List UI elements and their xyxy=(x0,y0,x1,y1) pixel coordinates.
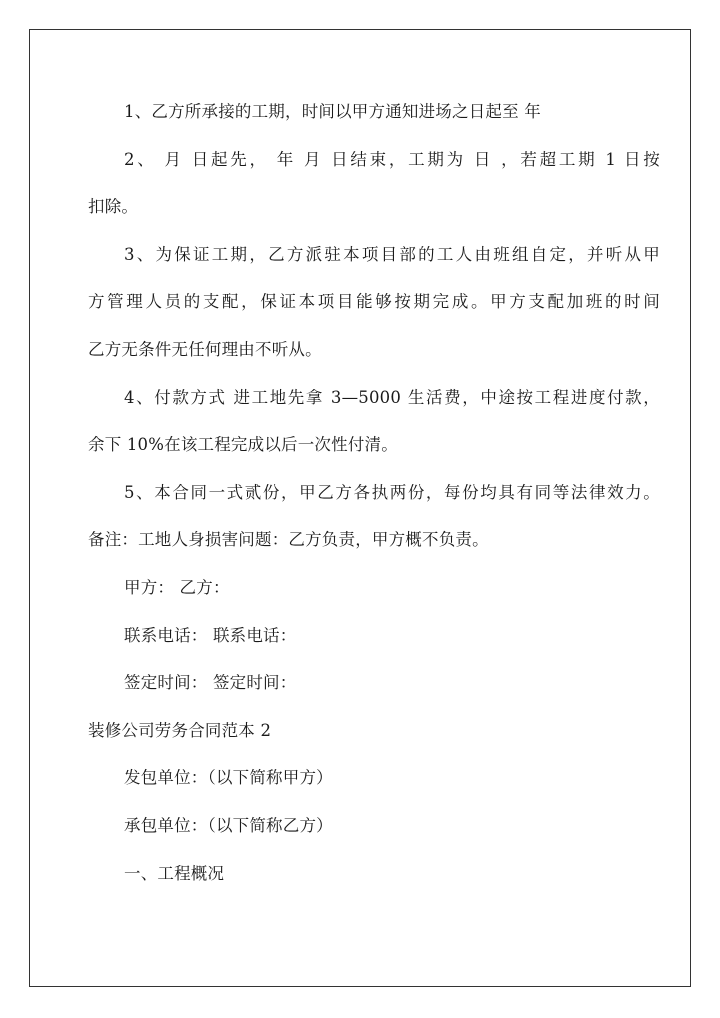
section-title: 装修公司劳务合同范本 2 xyxy=(88,720,272,740)
clause-5-line-1: 5、本合同一式贰份，甲乙方各执两份，每份均具有同等法律效力。 xyxy=(124,482,660,502)
party-signature-line: 甲方： 乙方： xyxy=(124,577,230,597)
document-body xyxy=(88,94,660,903)
project-overview-heading: 一、工程概况 xyxy=(124,863,225,883)
subcontractor-line: 承包单位：（以下简称乙方） xyxy=(124,815,333,835)
signing-date-line: 签定时间： 签定时间： xyxy=(124,673,297,693)
clause-1-line-1: 1、乙方所承接的工期，时间以甲方通知进场之日起至 年 xyxy=(124,102,541,121)
clause-3-line-2: 方管理人员的支配，保证本项目能够按期完成。甲方支配加班的时间 xyxy=(88,292,660,312)
remark-line: 备注：工地人身损害问题：乙方负责，甲方概不负责。 xyxy=(88,530,489,550)
clause-3-line-3: 乙方无条件无任何理由不听从。 xyxy=(88,339,322,359)
clause-2-line-2: 扣除。 xyxy=(88,197,139,217)
clause-4-line-1: 4、付款方式 进工地先拿 3—5000 生活费，中途按工程进度付款， xyxy=(124,387,660,407)
clause-3-line-1: 3、为保证工期，乙方派驻本项目部的工人由班组自定，并听从甲 xyxy=(124,244,660,264)
contractor-line: 发包单位：（以下简称甲方） xyxy=(124,768,333,788)
clause-2-line-1: 2、 月 日起先， 年 月 日结束，工期为 日 ，若超工期 1 日按 xyxy=(124,149,660,169)
contact-phone-line: 联系电话： 联系电话： xyxy=(124,625,297,645)
clause-4-line-2: 余下 10%在该工程完成以后一次性付清。 xyxy=(88,435,398,455)
